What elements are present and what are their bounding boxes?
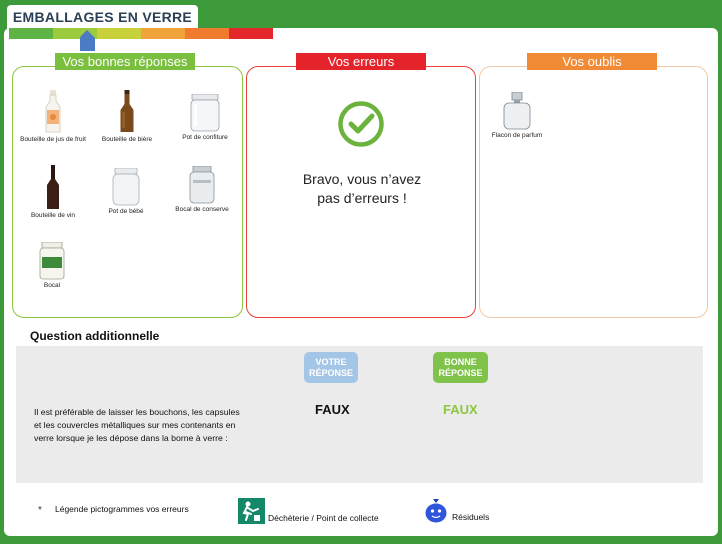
jar-icon: [39, 242, 65, 280]
list-item: [167, 166, 237, 214]
question-title: Question additionnelle: [30, 329, 160, 343]
list-item: [92, 90, 162, 144]
progress-segment: [9, 28, 53, 39]
item-label: Pot de bébé: [108, 208, 144, 215]
item-label: Bocal de conserve: [175, 206, 229, 213]
progress-bar: [9, 28, 273, 39]
trash-bag-icon: [424, 497, 448, 528]
item-label: Flacon de parfum: [491, 132, 543, 139]
progress-segment: [185, 28, 229, 39]
list-item: [170, 94, 240, 142]
no-errors-message: Bravo, vous n’avez pas d’erreurs !: [302, 171, 422, 206]
legend-recycling-center: Déchèterie / Point de collecte: [268, 513, 379, 523]
your-answer-badge: VOTRE RÉPONSE: [304, 352, 358, 383]
page-title: EMBALLAGES EN VERRE: [7, 5, 198, 29]
question-text: Il est préférable de laisser les bouchons, les capsules et les couvercles métalliques sur mes contenants en verre lorsque je les dépose dans la borne à verre :: [34, 407, 240, 443]
correct-answer-badge: BONNE RÉPONSE: [433, 352, 488, 383]
list-item: [18, 90, 88, 144]
correct-answer-value: FAUX: [443, 402, 478, 417]
legend-residual-waste: Résiduels: [452, 512, 490, 522]
list-item: [91, 168, 161, 216]
your-answer-value: FAUX: [315, 402, 350, 417]
list-item: [18, 165, 88, 220]
asterisk-icon: *: [38, 505, 42, 516]
check-circle-icon: [337, 100, 385, 153]
progress-segment: [229, 28, 273, 39]
item-label: Bocal: [43, 282, 61, 289]
item-label: Bouteille de vin: [30, 212, 76, 219]
errors-heading: Vos erreurs: [296, 53, 426, 70]
jam-jar-icon: [189, 94, 221, 132]
progress-segment: [97, 28, 141, 39]
wine-bottle-icon: [45, 165, 61, 210]
item-label: Bouteille de bière: [101, 136, 153, 143]
list-item: [482, 92, 552, 140]
perfume-bottle-icon: [501, 92, 533, 130]
list-item: [17, 242, 87, 290]
beer-bottle-icon: [117, 90, 137, 134]
juice-bottle-icon: [43, 90, 63, 134]
legend-intro: Légende pictogrammes vos erreurs: [55, 504, 189, 514]
baby-food-jar-icon: [112, 168, 140, 206]
preserving-jar-icon: [189, 166, 215, 204]
item-label: Pot de confiture: [182, 134, 228, 141]
recycling-center-icon: [238, 498, 265, 529]
missed-heading: Vos oublis: [527, 53, 657, 70]
good-answers-heading: Vos bonnes réponses: [55, 53, 195, 70]
item-label: Bouteille de jus de fruit: [20, 136, 86, 143]
progress-segment: [141, 28, 185, 39]
progress-marker-icon: [80, 36, 95, 51]
